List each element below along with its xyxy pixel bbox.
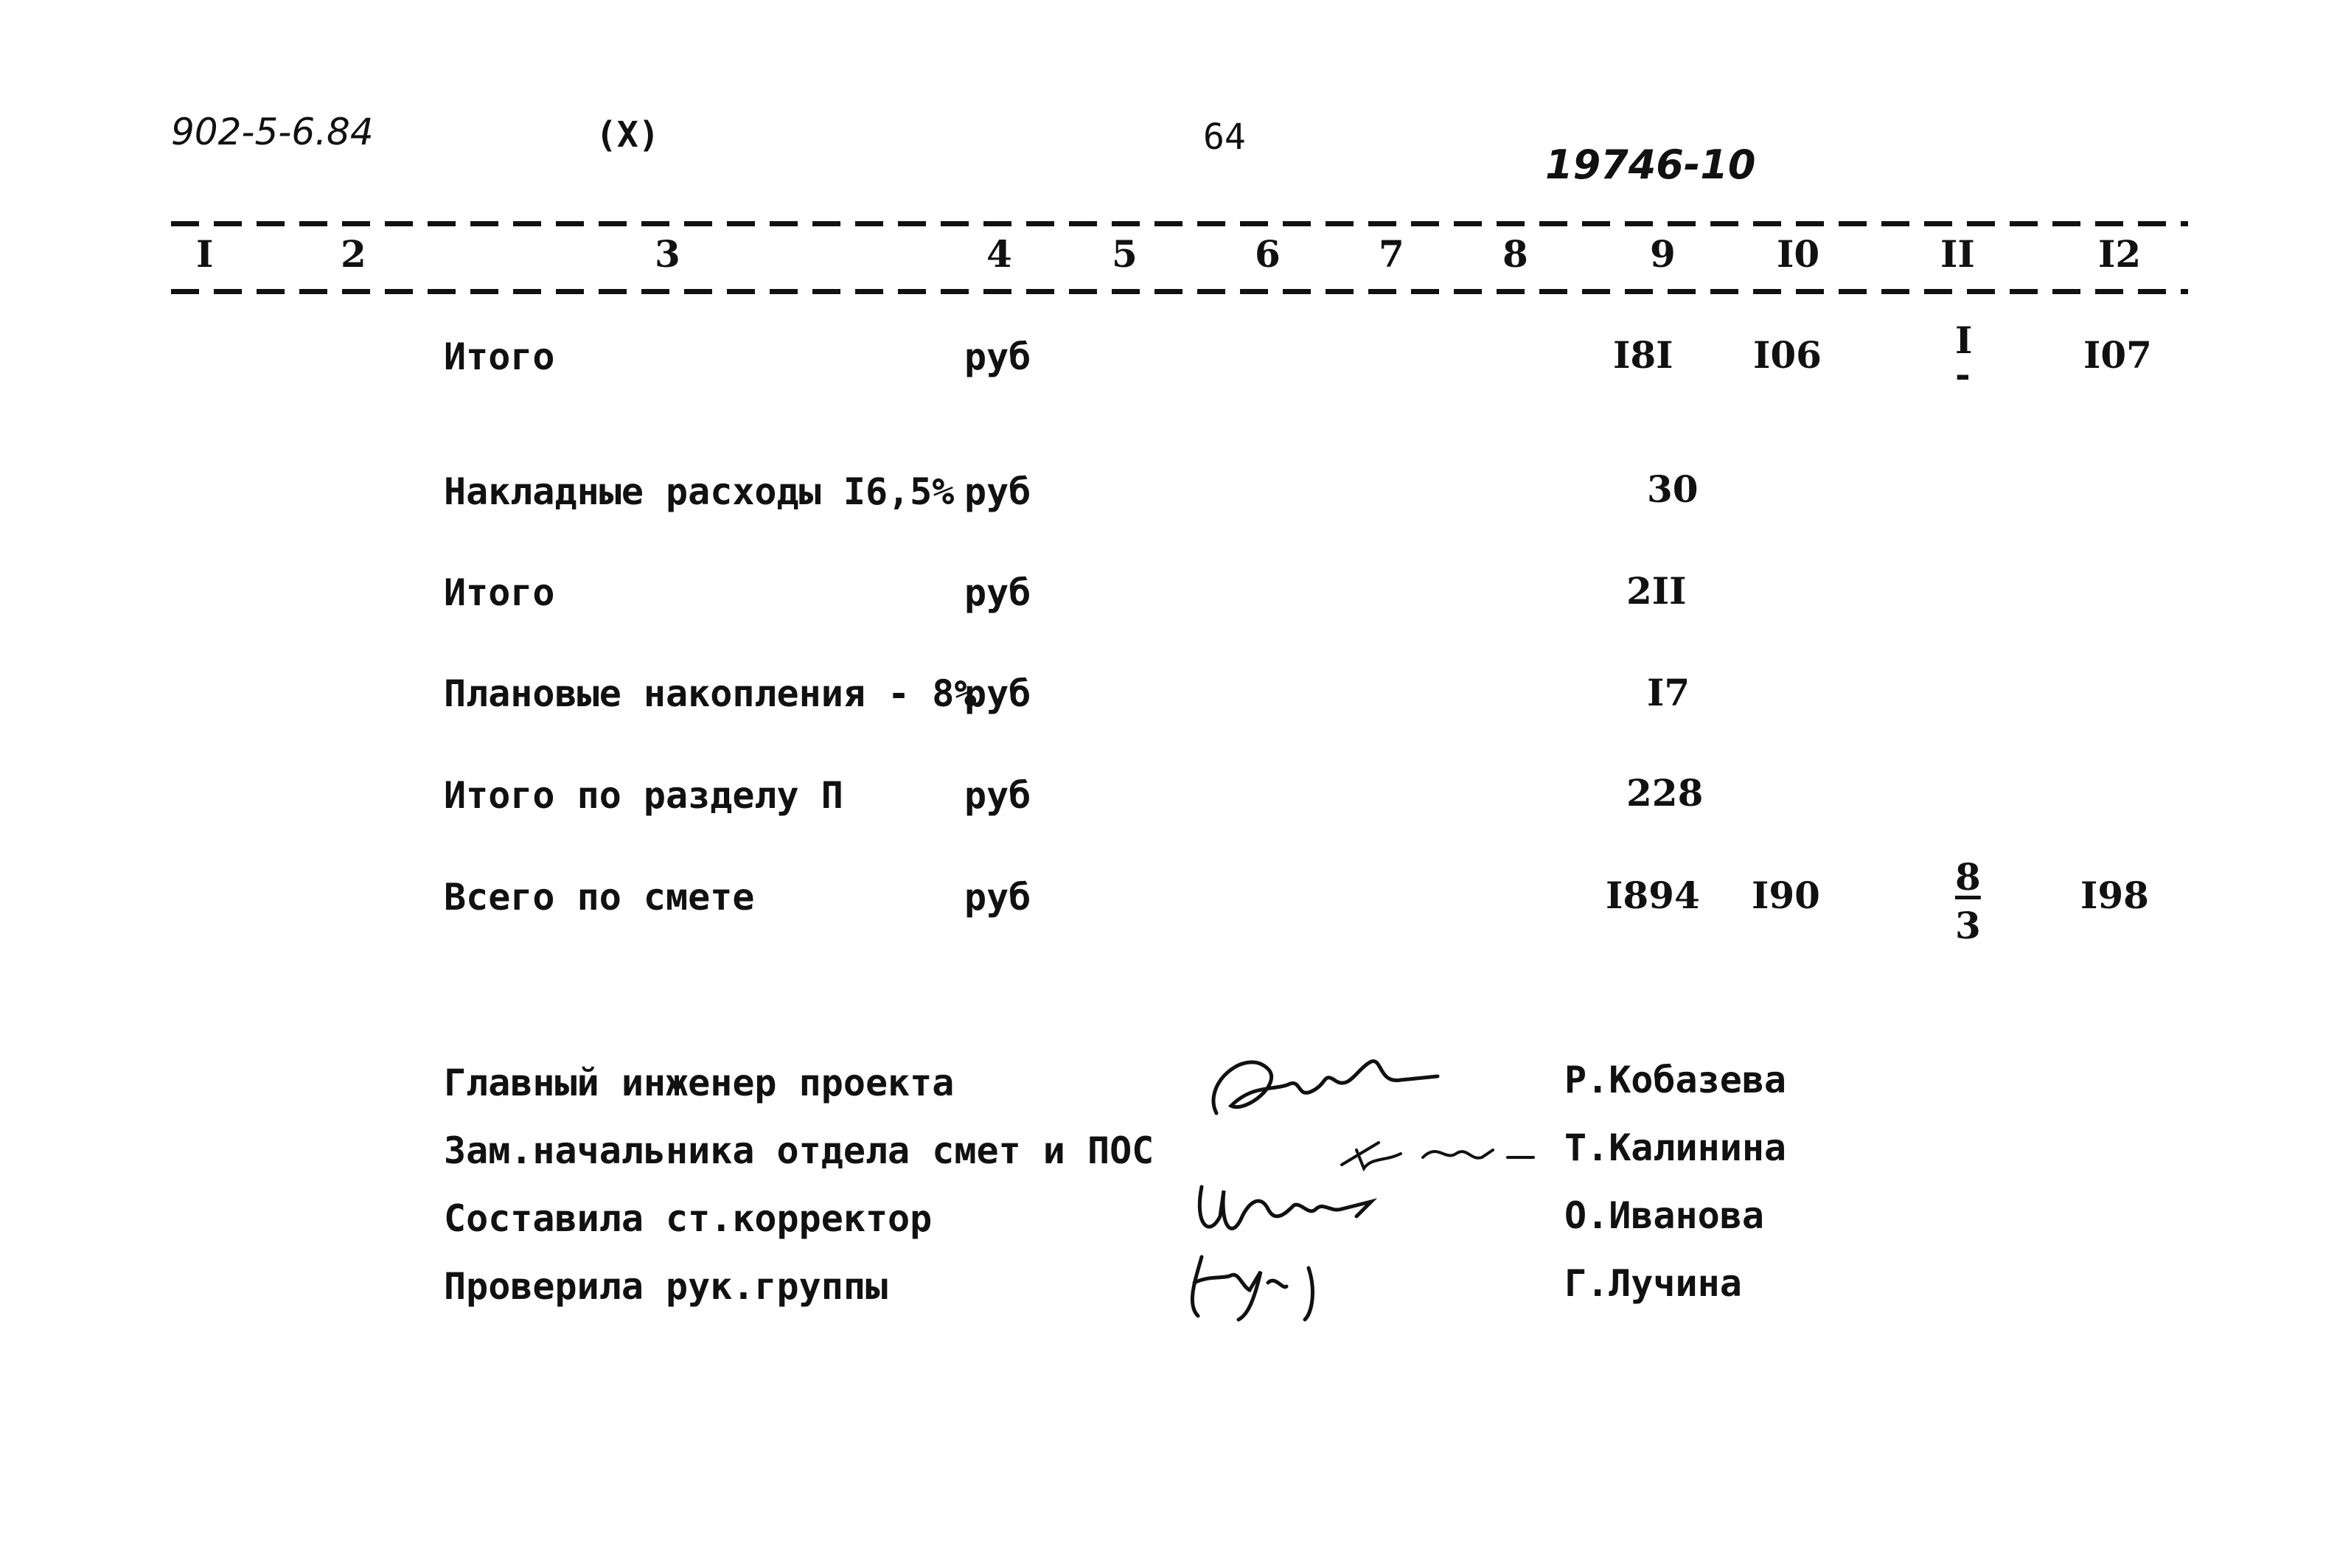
row-label: Итого xyxy=(444,571,555,614)
section-mark: (X) xyxy=(596,114,660,156)
row-label: Итого xyxy=(444,335,555,378)
row-label: Плановые накопления - 8% xyxy=(444,672,977,715)
row-label: Всего по смете xyxy=(444,876,755,919)
row-value-col11-top: 8 xyxy=(1955,855,1981,899)
column-number: 8 xyxy=(1502,232,1528,276)
signature-role: Составила ст.корректор xyxy=(444,1197,933,1240)
page-number: 64 xyxy=(1203,116,1246,158)
signature-role: Проверила рук.группы xyxy=(444,1265,888,1308)
column-number: 9 xyxy=(1650,232,1676,276)
row-value-col11-bottom: 3 xyxy=(1955,904,1981,947)
row-unit: руб xyxy=(964,876,1031,919)
row-label: Итого по разделу П xyxy=(444,774,843,817)
row-value-col9: I8I xyxy=(1613,333,1673,377)
row-value-col9: 228 xyxy=(1626,771,1704,815)
row-value-col11-top: I xyxy=(1955,318,1973,362)
row-value-col9: I7 xyxy=(1647,671,1690,714)
column-number: I2 xyxy=(2098,232,2142,276)
row-value-col9: I894 xyxy=(1606,874,1700,917)
column-number: 2 xyxy=(341,232,366,276)
row-value-col12: I98 xyxy=(2080,874,2149,917)
column-number: 7 xyxy=(1379,232,1404,276)
row-unit: руб xyxy=(964,470,1031,513)
inventory-number: 19746-10 xyxy=(1545,142,1756,188)
row-value-col9: 30 xyxy=(1647,467,1699,511)
row-value-col9: 2II xyxy=(1626,569,1687,613)
column-number: 3 xyxy=(655,232,680,276)
row-value-col10: I06 xyxy=(1753,333,1822,377)
handwritten-signature xyxy=(1180,1246,1327,1330)
handwritten-signature xyxy=(1202,1039,1445,1138)
row-label: Накладные расходы I6,5% xyxy=(444,470,955,513)
column-number: I0 xyxy=(1777,232,1820,276)
signature-name: О.Иванова xyxy=(1564,1194,1764,1237)
signature-name: Т.Калинина xyxy=(1564,1126,1787,1169)
column-number: I xyxy=(196,232,214,276)
header-dashed-line-bottom xyxy=(171,289,2188,294)
row-value-col11-bottom: - xyxy=(1955,352,1971,396)
signature-name: Р.Кобазева xyxy=(1564,1059,1787,1101)
signature-name: Г.Лучина xyxy=(1564,1262,1742,1305)
column-number: 5 xyxy=(1112,232,1138,276)
row-unit: руб xyxy=(964,672,1031,715)
row-unit: руб xyxy=(964,335,1031,378)
handwritten-signature xyxy=(1187,1172,1408,1256)
row-unit: руб xyxy=(964,774,1031,817)
signature-role: Зам.начальника отдела смет и ПОС xyxy=(444,1129,1154,1172)
signature-role: Главный инженер проекта xyxy=(444,1062,955,1104)
column-number: II xyxy=(1940,232,1975,276)
row-unit: руб xyxy=(964,571,1031,614)
row-value-col12: I07 xyxy=(2083,333,2152,377)
row-value-col10: I90 xyxy=(1752,874,1820,917)
header-dashed-line-top xyxy=(171,221,2188,226)
column-number: 6 xyxy=(1255,232,1281,276)
document-code: 902-5-6.84 xyxy=(171,111,374,153)
column-number: 4 xyxy=(986,232,1012,276)
